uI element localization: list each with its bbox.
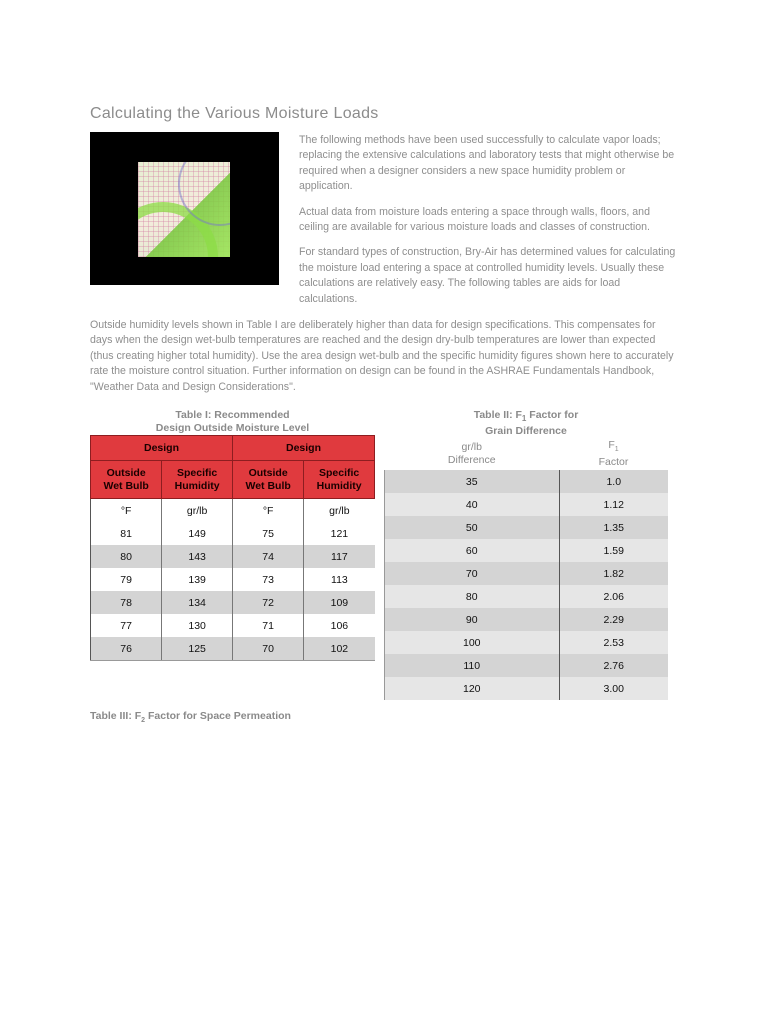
table-row: 77 130 71 106 xyxy=(91,614,375,637)
table-row: 80 143 74 117 xyxy=(91,545,375,568)
table-row: 100 2.53 xyxy=(385,631,669,654)
column-header: Specific Humidity xyxy=(162,461,233,499)
table-row: 110 2.76 xyxy=(385,654,669,677)
column-header: Specific Humidity xyxy=(304,461,375,499)
table3-caption: Table III: $F_2$ Factor for Space Permeation xyxy=(90,710,291,725)
table-row: °F gr/lb °F gr/lb xyxy=(91,499,375,523)
table-header-row xyxy=(91,436,375,461)
psychrometric-chart-photo xyxy=(138,162,230,257)
table-row: 90 2.29 xyxy=(385,608,669,631)
intro-paragraph-3: For standard types of construction, Bry-Air has determined values for calculating the moisture load entering a space at controlled humidity levels. Usually these calculations are relatively easy. The following tables are aids for load calculations. xyxy=(299,246,676,305)
table-header-row xyxy=(385,438,669,470)
table-grain-difference xyxy=(384,438,668,700)
table2-caption: Table II: $F_1$ Factor for Grain Difference xyxy=(473,409,579,438)
column-header: Outside Wet Bulb xyxy=(91,461,162,499)
table-row: 70 1.82 xyxy=(385,562,669,585)
table-row: 76 125 70 102 xyxy=(91,637,375,661)
table1-caption: Table I: Recommended Design Outside Moisture Level xyxy=(155,409,310,434)
table-group-header: Design xyxy=(232,436,374,461)
table-row: 120 3.00 xyxy=(385,677,669,700)
table-row: 40 1.12 xyxy=(385,493,669,516)
table-row: 78 134 72 109 xyxy=(91,591,375,614)
table-header-row xyxy=(91,461,375,499)
column-header: Outside Wet Bulb xyxy=(232,461,303,499)
document-photo xyxy=(90,132,279,285)
column-header: gr/lb Difference xyxy=(447,441,496,466)
table-row: 80 2.06 xyxy=(385,585,669,608)
table-design-moisture-level xyxy=(90,435,375,661)
intro-paragraph-2: Actual data from moisture loads entering a space through walls, floors, and ceiling are available for various moisture loads and classes of construction. xyxy=(299,205,650,234)
body-paragraph: Outside humidity levels shown in Table I are deliberately higher than data for design specifications. This compensates for days when the design wet-bulb temperatures are reached and the design dry-bulb temperatures are lower than expected (thus creating higher total humidity). Use the area design wet-bulb and the specific humidity figures shown here to accurately rate the moisture control situation. Further information on design can be found in the ASHRAE Fundamentals Handbook, "Weather Data and Design Considerations". xyxy=(90,319,674,393)
table-row: 79 139 73 113 xyxy=(91,568,375,591)
column-header: $F_1$ Factor xyxy=(598,438,629,469)
intro-text xyxy=(299,133,679,317)
table-row: 60 1.59 xyxy=(385,539,669,562)
table-row: 81 149 75 121 xyxy=(91,522,375,545)
table-row: 50 1.35 xyxy=(385,516,669,539)
table-group-header: Design xyxy=(91,436,233,461)
table-row: 35 1.0 xyxy=(385,470,669,493)
intro-paragraph-1: The following methods have been used successfully to calculate vapor loads; replacing the extensive calculations and laboratory tests that might otherwise be required when a designer considers a new space humidity problem or application. xyxy=(299,134,675,193)
page-title: Calculating the Various Moisture Loads xyxy=(90,105,379,122)
